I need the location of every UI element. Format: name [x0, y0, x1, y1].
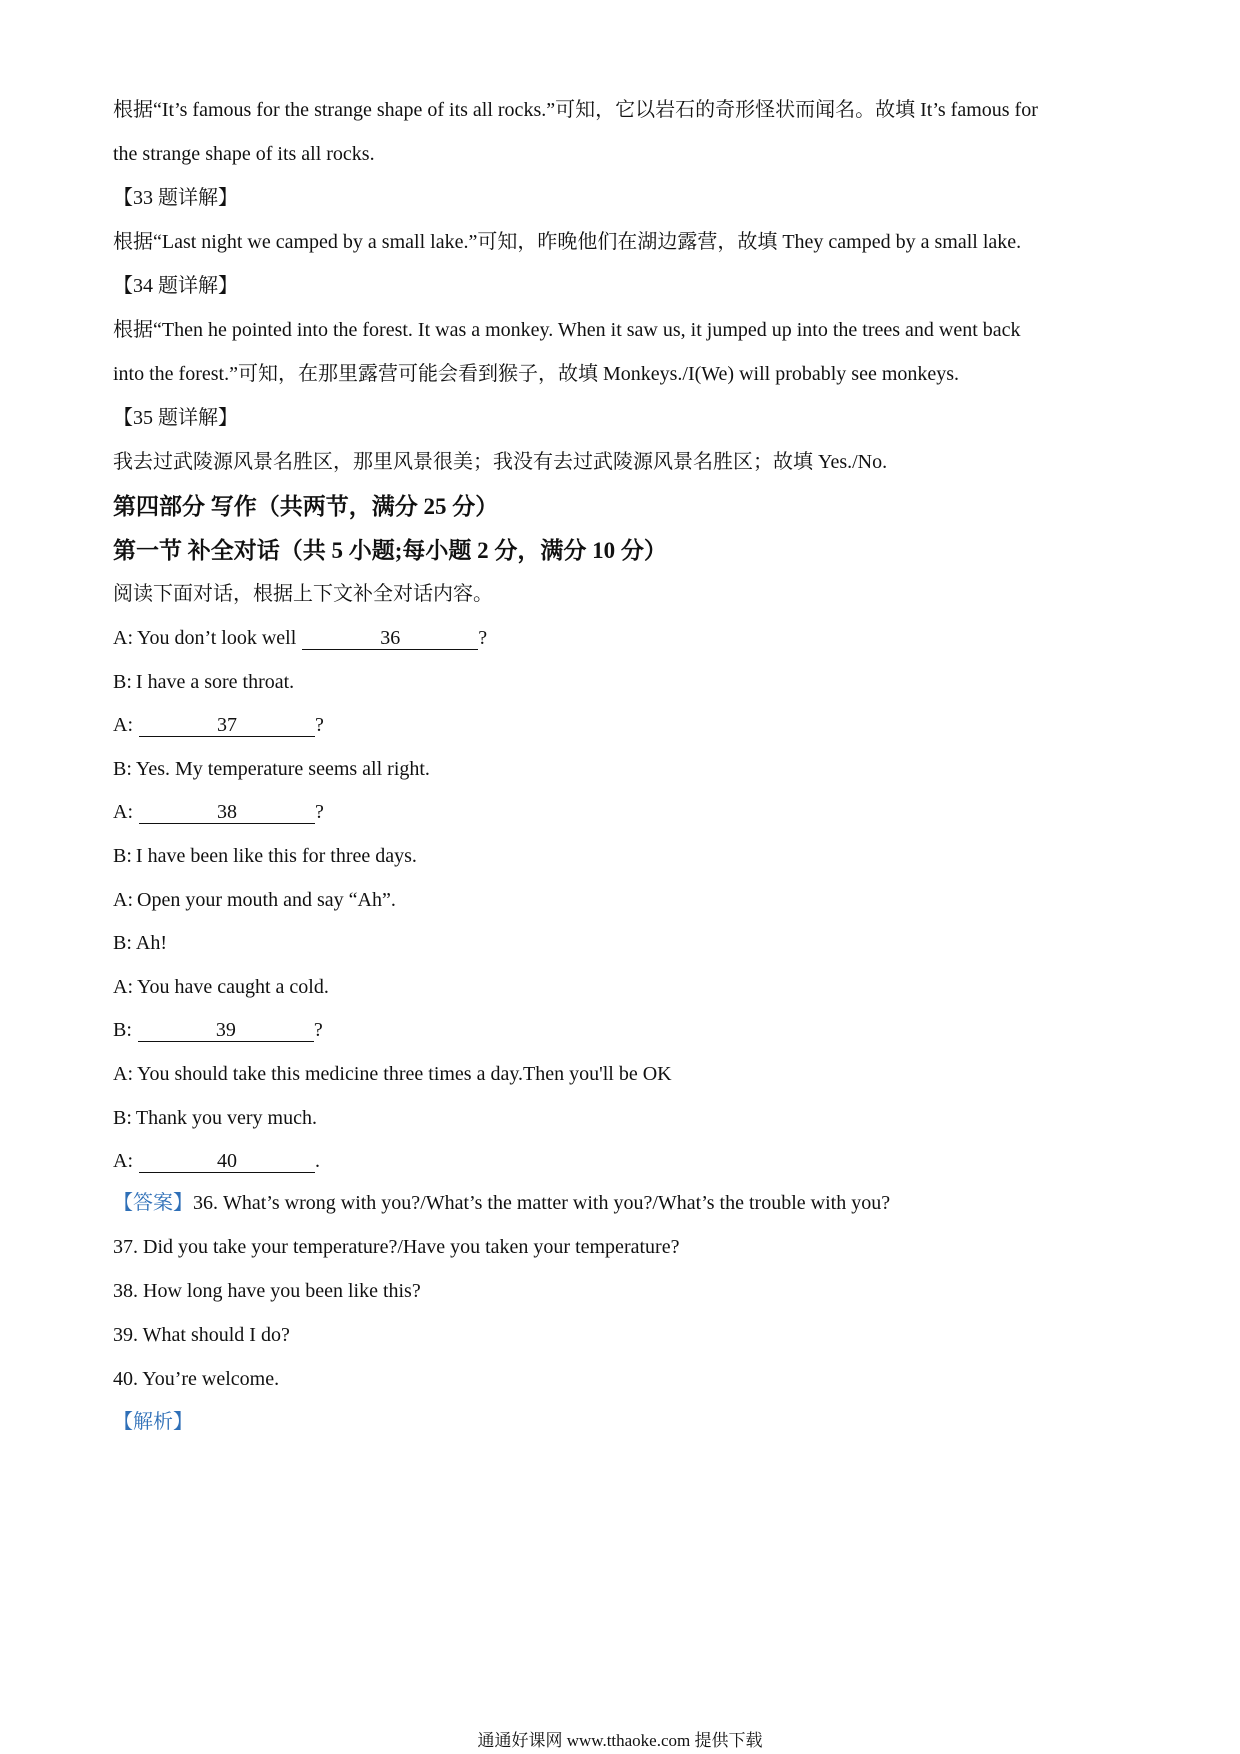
dialogue-line	[113, 929, 167, 957]
part-title: 第四部分 写作（共两节，满分 25 分）	[113, 494, 499, 519]
answer-line-39: 39. What should I do?	[113, 1324, 290, 1346]
speaker-label: A:	[113, 1063, 133, 1085]
speaker-label: B:	[113, 671, 132, 693]
dialogue-text: Open your mouth and say “Ah”.	[137, 889, 396, 911]
analysis-label: 【解析】	[113, 1411, 193, 1433]
end-punctuation: ?	[315, 801, 324, 823]
answer-label: 【答案】	[113, 1192, 193, 1214]
answer-line-38: 38. How long have you been like this?	[113, 1280, 421, 1302]
speaker-label: A:	[113, 1150, 133, 1172]
answer-blank: 36	[302, 627, 478, 650]
heading-33: 【33 题详解】	[113, 187, 238, 209]
paragraph-32-line-1: 根据“It’s famous for the strange shape of its all rocks.”可知，它以岩石的奇形怪状而闻名。故填 It’s famous for	[113, 99, 1038, 121]
dialogue-line	[113, 1147, 320, 1175]
answer-line-40: 40. You’re welcome.	[113, 1368, 280, 1390]
dialogue-text: Ah!	[135, 932, 168, 954]
speaker-label: B:	[113, 845, 132, 867]
dialogue-line	[113, 973, 329, 1001]
speaker-label: B:	[113, 1107, 132, 1129]
page-footer: 通通好课网 www.tthaoke.com 提供下载	[477, 1731, 763, 1750]
end-punctuation: ?	[313, 1019, 323, 1041]
dialogue-text: You should take this medicine three times a day.Then you'll be OK	[137, 1063, 672, 1085]
dialogue-text: I have been like this for three days.	[135, 845, 417, 867]
dialogue-line	[113, 842, 417, 870]
dialogue-line	[113, 624, 487, 652]
dialogue-text: Yes. My temperature seems all right.	[135, 758, 430, 780]
dialogue-line	[113, 755, 430, 783]
speaker-label: A:	[113, 889, 133, 911]
heading-35: 【35 题详解】	[113, 407, 238, 429]
answer-blank: 40	[139, 1150, 315, 1173]
paragraph-32-line-2: the strange shape of its all rocks.	[113, 143, 375, 165]
speaker-label: A:	[113, 976, 133, 998]
dialogue-line	[113, 798, 324, 826]
dialogue-line	[113, 886, 396, 914]
answer-line-36	[113, 1189, 890, 1217]
answer-blank: 39	[138, 1019, 314, 1042]
dialogue-line	[113, 711, 324, 739]
paragraph-34-line-2: into the forest.”可知，在那里露营可能会看到猴子，故填 Monkeys./I(We) will probably see monkeys.	[113, 363, 960, 385]
dialogue-line	[113, 1060, 672, 1088]
paragraph-35: 我去过武陵源风景名胜区，那里风景很美；我没有去过武陵源风景名胜区；故填 Yes./No.	[113, 451, 888, 473]
speaker-label: A:	[113, 627, 133, 649]
heading-34: 【34 题详解】	[113, 275, 238, 297]
dialogue-line	[113, 1104, 317, 1132]
answer-line-37: 37. Did you take your temperature?/Have you taken your temperature?	[113, 1236, 680, 1258]
paragraph-33: 根据“Last night we camped by a small lake.”可知，昨晚他们在湖边露营，故填 They camped by a small lake.	[113, 231, 1022, 253]
dialogue-text: You don’t look well	[137, 627, 297, 649]
speaker-label: B:	[113, 1019, 132, 1041]
speaker-label: B:	[113, 932, 132, 954]
dialogue-text: I have a sore throat.	[135, 671, 295, 693]
end-punctuation: .	[315, 1150, 320, 1172]
section-subtitle: 第一节 补全对话（共 5 小题;每小题 2 分，满分 10 分）	[113, 538, 667, 563]
end-punctuation: ?	[315, 714, 324, 736]
dialogue-line	[113, 1016, 323, 1044]
speaker-label: A:	[113, 714, 133, 736]
speaker-label: B:	[113, 758, 132, 780]
answer-blank: 37	[139, 714, 315, 737]
speaker-label: A:	[113, 801, 133, 823]
instruction: 阅读下面对话，根据上下文补全对话内容。	[113, 583, 493, 605]
paragraph-34-line-1: 根据“Then he pointed into the forest. It was a monkey. When it saw us, it jumped up into the trees and went back	[113, 319, 1021, 341]
dialogue-text: Thank you very much.	[135, 1107, 317, 1129]
dialogue-text: You have caught a cold.	[137, 976, 329, 998]
answer-blank: 38	[139, 801, 315, 824]
end-punctuation: ?	[478, 627, 488, 649]
dialogue-line	[113, 668, 294, 696]
answer-item: 36. What’s wrong with you?/What’s the matter with you?/What’s the trouble with you?	[193, 1192, 891, 1214]
